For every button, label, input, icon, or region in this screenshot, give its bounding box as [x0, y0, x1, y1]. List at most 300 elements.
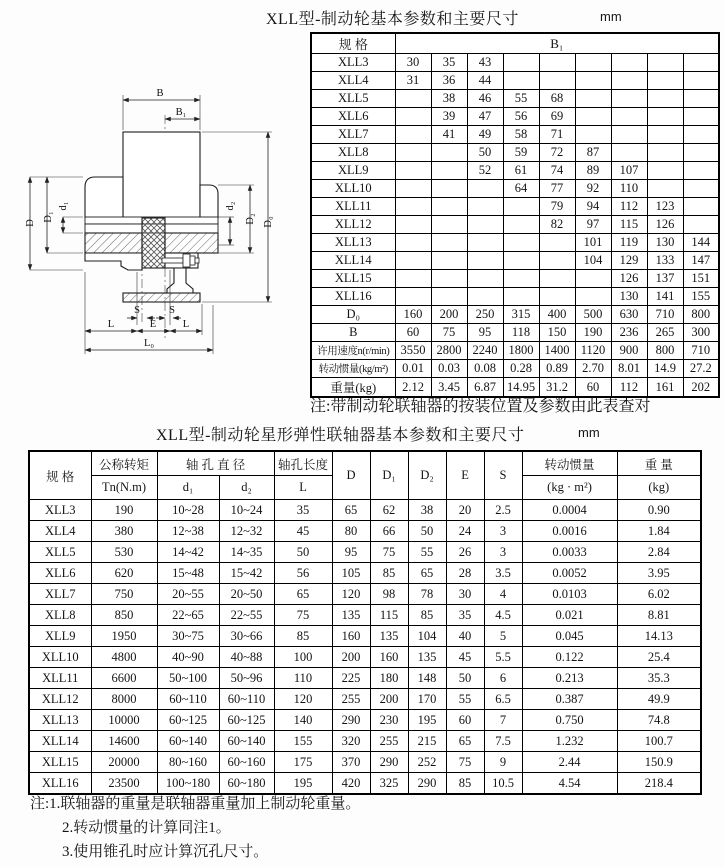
table-cell — [683, 198, 719, 216]
table-cell: 150 — [539, 324, 575, 342]
dim-label-l-left: L — [107, 319, 115, 330]
table-cell: 30 — [446, 584, 484, 605]
brake-wheel-table — [310, 32, 720, 398]
table-cell: 202 — [683, 378, 719, 398]
table-cell: 290 — [408, 773, 446, 795]
table-cell: 129 — [611, 252, 647, 270]
dim-label-l0: L₀ — [143, 338, 155, 349]
table-cell: 55 — [446, 689, 484, 710]
table-cell: 62 — [370, 500, 408, 521]
table-cell: 36 — [431, 72, 467, 90]
table-cell: 44 — [467, 72, 503, 90]
table-cell: 200 — [431, 306, 467, 324]
table-row — [311, 360, 719, 378]
table-row — [29, 731, 701, 752]
table-row — [311, 288, 719, 306]
table-cell — [431, 270, 467, 288]
table-cell: 0.01 — [395, 360, 431, 378]
table-cell: 400 — [539, 306, 575, 324]
table-cell: 40 — [446, 626, 484, 647]
table-cell: 94 — [575, 198, 611, 216]
table-cell — [539, 270, 575, 288]
table-cell: 420 — [332, 773, 370, 795]
table-cell: 320 — [332, 731, 370, 752]
col-header-inertia-unit: (kg · m²) — [522, 476, 617, 500]
table-header-row — [311, 33, 719, 54]
table-cell: 35 — [446, 605, 484, 626]
table-cell: 55 — [503, 90, 539, 108]
table-cell: 40~88 — [219, 647, 274, 668]
table-cell: 30~66 — [219, 626, 274, 647]
table-cell: 0.0033 — [522, 542, 617, 563]
dim-label-s-left: S — [134, 305, 140, 316]
table-cell — [683, 144, 719, 162]
spec-cell: XLL4 — [29, 521, 91, 542]
spec-cell: XLL11 — [311, 198, 395, 216]
table-cell: 4 — [484, 584, 522, 605]
table-cell: 5.5 — [484, 647, 522, 668]
coupling-technical-drawing — [25, 75, 310, 365]
dim-label-d1: d₁ — [58, 201, 69, 211]
table-cell — [611, 144, 647, 162]
table-cell: 75 — [274, 605, 332, 626]
table-cell — [647, 90, 683, 108]
table-cell: 49 — [467, 126, 503, 144]
table-cell: 75 — [370, 542, 408, 563]
table-cell: 26 — [446, 542, 484, 563]
table-row — [29, 773, 701, 795]
table1-note: 注:带制动轮联轴器的按装位置及参数由此表查对 — [310, 398, 651, 415]
table-cell: 144 — [683, 234, 719, 252]
table-cell: 77 — [539, 180, 575, 198]
table-row — [311, 144, 719, 162]
table-cell: 120 — [274, 689, 332, 710]
table-cell: 14~42 — [157, 542, 219, 563]
table-cell: 0.08 — [467, 360, 503, 378]
col-header-d1: d₁ — [157, 476, 219, 500]
table-cell: 35 — [431, 54, 467, 72]
table-cell: 2.70 — [575, 360, 611, 378]
table-row — [29, 584, 701, 605]
table-cell — [647, 162, 683, 180]
table-cell: 50~100 — [157, 668, 219, 689]
table-cell — [503, 234, 539, 252]
table-cell: 200 — [332, 647, 370, 668]
table-cell: 25.4 — [617, 647, 701, 668]
table-cell: 10000 — [91, 710, 157, 731]
dim-label-l-right: L — [182, 319, 190, 330]
table-cell: 630 — [611, 306, 647, 324]
table-cell — [395, 288, 431, 306]
table-cell: 1.232 — [522, 731, 617, 752]
table-cell — [467, 216, 503, 234]
spec-cell: XLL16 — [29, 773, 91, 795]
table-cell: 0.0004 — [522, 500, 617, 521]
table-cell: 95 — [467, 324, 503, 342]
table-cell — [611, 90, 647, 108]
table-cell: 1120 — [575, 342, 611, 360]
table-cell: 75 — [431, 324, 467, 342]
table-cell: 137 — [647, 270, 683, 288]
footnote-2: 2.转动惯量的计算同注1。 — [62, 820, 231, 836]
brake-table-body — [311, 54, 719, 398]
table-cell — [539, 252, 575, 270]
table-row — [311, 252, 719, 270]
table-cell: 0.0052 — [522, 563, 617, 584]
col-header-inertia: 转动惯量 — [522, 451, 617, 476]
table-cell — [395, 252, 431, 270]
spec-cell: XLL5 — [311, 90, 395, 108]
spec-cell: XLL8 — [311, 144, 395, 162]
table1-unit-label: mm — [600, 9, 622, 24]
table-cell: 72 — [539, 144, 575, 162]
table-cell: 112 — [611, 378, 647, 398]
table-cell: 900 — [611, 342, 647, 360]
spec-cell: XLL14 — [311, 252, 395, 270]
col-header-E: E — [446, 451, 484, 500]
table-cell: 118 — [503, 324, 539, 342]
table-cell: 27.2 — [683, 360, 719, 378]
table-cell: 130 — [647, 234, 683, 252]
dim-label-b1: B₁ — [175, 107, 187, 118]
table-cell — [503, 252, 539, 270]
table-cell: 8000 — [91, 689, 157, 710]
table-cell: 10~28 — [157, 500, 219, 521]
table-cell: 300 — [683, 324, 719, 342]
table-row — [29, 689, 701, 710]
table-cell: 151 — [683, 270, 719, 288]
table-cell — [395, 270, 431, 288]
table-cell: 28 — [446, 563, 484, 584]
table-cell: 52 — [467, 162, 503, 180]
table-cell — [647, 72, 683, 90]
table-row — [29, 752, 701, 773]
table-cell: 3.5 — [484, 563, 522, 584]
table-cell: 12~32 — [219, 521, 274, 542]
table-cell: 39 — [431, 108, 467, 126]
table-cell: 2240 — [467, 342, 503, 360]
table-row — [311, 72, 719, 90]
table-cell: 800 — [683, 306, 719, 324]
table-cell: 97 — [575, 216, 611, 234]
table-cell: 31 — [395, 72, 431, 90]
table-cell — [503, 270, 539, 288]
dim-label-d-cap: D — [25, 219, 36, 227]
spec-cell: XLL5 — [29, 542, 91, 563]
col-header-bore-length-symbol: L — [274, 476, 332, 500]
table-cell: 60~125 — [157, 710, 219, 731]
table-cell: 69 — [539, 108, 575, 126]
table-row — [29, 563, 701, 584]
table-cell — [395, 216, 431, 234]
table-row — [311, 54, 719, 72]
table-cell: 710 — [683, 342, 719, 360]
table-cell: 380 — [91, 521, 157, 542]
table-cell: 750 — [91, 584, 157, 605]
dim-label-e: E — [149, 319, 157, 330]
spec-cell: XLL4 — [311, 72, 395, 90]
table-cell — [467, 288, 503, 306]
table-cell: 155 — [274, 731, 332, 752]
table-cell: 104 — [408, 626, 446, 647]
spec-cell: XLL14 — [29, 731, 91, 752]
table-cell: 180 — [370, 668, 408, 689]
table-cell — [431, 252, 467, 270]
table1-title: XLL型-制动轮基本参数和主要尺寸 — [266, 11, 519, 28]
table-cell: 80~160 — [157, 752, 219, 773]
table-cell: 45 — [274, 521, 332, 542]
row-label-cell: D₀ — [311, 306, 395, 324]
table-cell: 215 — [408, 731, 446, 752]
table-cell: 79 — [539, 198, 575, 216]
table-cell — [431, 180, 467, 198]
table-cell: 1.84 — [617, 521, 701, 542]
spec-cell: XLL12 — [311, 216, 395, 234]
table-cell: 850 — [91, 605, 157, 626]
table-cell: 160 — [395, 306, 431, 324]
table-cell: 95 — [332, 542, 370, 563]
table-cell: 126 — [647, 216, 683, 234]
table-cell: 10.5 — [484, 773, 522, 795]
table-cell: 46 — [467, 90, 503, 108]
table-cell: 200 — [370, 689, 408, 710]
table-cell — [431, 288, 467, 306]
table-cell: 85 — [370, 563, 408, 584]
table-cell: 87 — [575, 144, 611, 162]
spec-cell: XLL10 — [311, 180, 395, 198]
table-row — [311, 270, 719, 288]
table-cell: 315 — [503, 306, 539, 324]
table-cell: 115 — [370, 605, 408, 626]
table-cell — [395, 162, 431, 180]
left-hub — [85, 177, 123, 218]
table-cell: 60 — [446, 710, 484, 731]
table-cell: 56 — [503, 108, 539, 126]
table-cell — [503, 198, 539, 216]
table-cell — [647, 126, 683, 144]
table-cell — [467, 234, 503, 252]
table-cell: 38 — [431, 90, 467, 108]
table-cell — [395, 198, 431, 216]
table-cell: 50 — [467, 144, 503, 162]
table-cell: 0.0103 — [522, 584, 617, 605]
table-cell: 58 — [503, 126, 539, 144]
table-cell: 65 — [446, 731, 484, 752]
brake-wheel-web — [167, 268, 193, 293]
spec-cell: XLL13 — [311, 234, 395, 252]
table-cell: 148 — [408, 668, 446, 689]
table-cell: 35 — [274, 500, 332, 521]
table-cell: 710 — [647, 306, 683, 324]
table-header-row — [29, 451, 701, 476]
table-cell — [539, 72, 575, 90]
table2-title: XLL型-制动轮星形弹性联轴器基本参数和主要尺寸 — [156, 427, 525, 444]
table-cell: 195 — [408, 710, 446, 731]
table-cell: 218.4 — [617, 773, 701, 795]
table-row — [29, 500, 701, 521]
table-cell — [575, 270, 611, 288]
table-cell: 3550 — [395, 342, 431, 360]
table-cell: 23500 — [91, 773, 157, 795]
right-hub-section-hatch — [165, 233, 218, 253]
table-cell — [611, 108, 647, 126]
table-cell: 104 — [575, 252, 611, 270]
table-cell — [503, 54, 539, 72]
table-cell: 0.750 — [522, 710, 617, 731]
table-cell: 14.95 — [503, 378, 539, 398]
footnotes — [30, 792, 360, 864]
table-row — [29, 668, 701, 689]
spec-cell: XLL16 — [311, 288, 395, 306]
table-cell: 5 — [484, 626, 522, 647]
table-cell: 60 — [575, 378, 611, 398]
table-row — [311, 126, 719, 144]
table-row — [29, 626, 701, 647]
table-cell: 61 — [503, 162, 539, 180]
table-cell: 60~110 — [157, 689, 219, 710]
table-cell — [683, 72, 719, 90]
table-cell: 3.95 — [617, 563, 701, 584]
table-cell: 24 — [446, 521, 484, 542]
table-cell: 147 — [683, 252, 719, 270]
table-cell: 60~140 — [219, 731, 274, 752]
table-cell: 60~180 — [219, 773, 274, 795]
table-row — [311, 342, 719, 360]
table-cell: 255 — [332, 689, 370, 710]
table-cell: 68 — [539, 90, 575, 108]
table-cell: 6.02 — [617, 584, 701, 605]
table-cell: 43 — [467, 54, 503, 72]
table-cell — [647, 144, 683, 162]
row-label-cell: 转动惯量(kg/m²) — [311, 360, 395, 378]
table-row — [29, 710, 701, 731]
table-cell: 100~180 — [157, 773, 219, 795]
table-cell: 135 — [408, 647, 446, 668]
spec-cell: XLL10 — [29, 647, 91, 668]
table-cell — [683, 216, 719, 234]
table-cell: 64 — [503, 180, 539, 198]
brake-wheel-rim-bottom — [123, 293, 200, 302]
table-cell — [503, 72, 539, 90]
col-header-weight-unit: (kg) — [617, 476, 701, 500]
table-cell: 2800 — [431, 342, 467, 360]
table-cell: 130 — [611, 288, 647, 306]
table-cell — [575, 54, 611, 72]
table-cell: 6 — [484, 668, 522, 689]
table-cell: 74.8 — [617, 710, 701, 731]
spec-cell: XLL9 — [311, 162, 395, 180]
table-cell — [647, 180, 683, 198]
table-cell: 0.213 — [522, 668, 617, 689]
table-cell: 20 — [446, 500, 484, 521]
table-cell: 190 — [575, 324, 611, 342]
table-cell: 15~42 — [219, 563, 274, 584]
table-cell: 265 — [647, 324, 683, 342]
table-cell: 4.54 — [522, 773, 617, 795]
table-cell — [395, 180, 431, 198]
table-cell: 98 — [370, 584, 408, 605]
table-cell — [503, 216, 539, 234]
table-cell: 620 — [91, 563, 157, 584]
table-cell — [431, 198, 467, 216]
table-row — [311, 108, 719, 126]
table-cell — [683, 54, 719, 72]
table-cell: 225 — [332, 668, 370, 689]
spec-cell: XLL13 — [29, 710, 91, 731]
table-cell: 60~125 — [219, 710, 274, 731]
table-cell: 0.0016 — [522, 521, 617, 542]
table-cell: 3 — [484, 542, 522, 563]
table-cell: 82 — [539, 216, 575, 234]
table-cell: 56 — [274, 563, 332, 584]
table-cell — [395, 144, 431, 162]
spec-cell: XLL11 — [29, 668, 91, 689]
table-cell — [683, 162, 719, 180]
row-label-cell: 重量(kg) — [311, 378, 395, 398]
table-cell — [431, 162, 467, 180]
table-cell: 40~90 — [157, 647, 219, 668]
col-header-D2: D₂ — [408, 451, 446, 500]
table-cell: 123 — [647, 198, 683, 216]
table-cell — [395, 126, 431, 144]
table-cell — [575, 72, 611, 90]
table-cell: 31.2 — [539, 378, 575, 398]
table-cell: 0.28 — [503, 360, 539, 378]
col-header-weight: 重 量 — [617, 451, 701, 476]
spec-cell: XLL12 — [29, 689, 91, 710]
table-cell: 4.5 — [484, 605, 522, 626]
table-cell — [539, 288, 575, 306]
table-cell: 65 — [332, 500, 370, 521]
table-cell — [611, 72, 647, 90]
table-cell: 85 — [446, 773, 484, 795]
table-cell: 20~50 — [219, 584, 274, 605]
left-hub-section-hatch — [85, 233, 142, 253]
table-cell: 135 — [332, 605, 370, 626]
table-row — [311, 198, 719, 216]
table-cell: 2.44 — [522, 752, 617, 773]
table-cell: 2.84 — [617, 542, 701, 563]
table-cell: 45 — [446, 647, 484, 668]
table-cell — [647, 108, 683, 126]
table-cell — [431, 216, 467, 234]
col-header-torque: 公称转矩 — [91, 451, 157, 476]
table-cell: 50 — [274, 542, 332, 563]
table-cell: 100 — [274, 647, 332, 668]
dim-label-d0: D₀ — [263, 216, 274, 228]
table-cell: 133 — [647, 252, 683, 270]
table-cell: 175 — [274, 752, 332, 773]
table-cell: 14.13 — [617, 626, 701, 647]
table-cell: 30~75 — [157, 626, 219, 647]
table-cell: 236 — [611, 324, 647, 342]
table-cell: 35.3 — [617, 668, 701, 689]
col-header-bore-length: 轴孔长度 — [274, 451, 332, 476]
row-label-cell: 许用速度n(r/min) — [311, 342, 395, 360]
table-cell — [467, 252, 503, 270]
table-cell: 50 — [408, 521, 446, 542]
table-cell: 370 — [332, 752, 370, 773]
table-cell: 230 — [370, 710, 408, 731]
table-cell: 4800 — [91, 647, 157, 668]
brake-wheel-rim-top — [123, 132, 200, 218]
table-cell: 20000 — [91, 752, 157, 773]
table-cell: 150.9 — [617, 752, 701, 773]
table-cell: 112 — [611, 198, 647, 216]
table-cell: 74 — [539, 162, 575, 180]
table-cell: 41 — [431, 126, 467, 144]
coupling-section-geometry — [85, 132, 218, 302]
